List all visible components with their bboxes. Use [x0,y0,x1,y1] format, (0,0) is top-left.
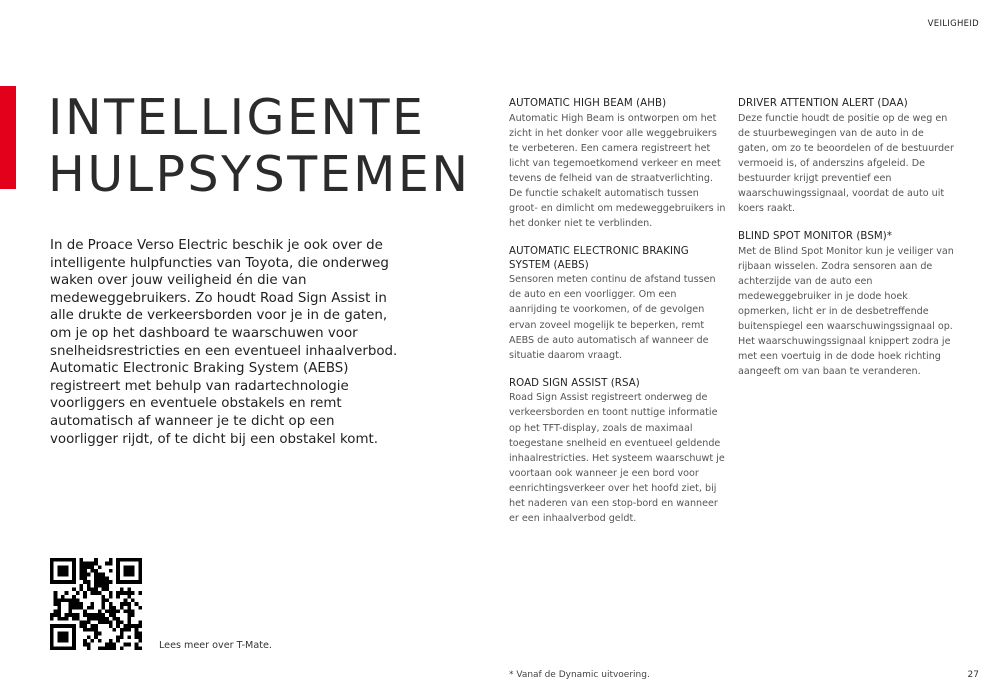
feature-daa [738,97,956,216]
qr-caption: Lees meer over T-Mate. [159,640,272,651]
section-label: VEILIGHEID [927,19,979,29]
feature-body: Met de Blind Spot Monitor kun je veiliger van rijbaan wisselen. Zodra sensoren aan de achterzijde van de auto een medeweggebruiker in je dode hoek opmerken, licht er in de desbetreffende buitenspiegel een waarschuwingssignaal op. Het waarschuwingssignaal knippert zodra je met een voertuig in de dode hoek richting aangeeft om van baan te veranderen. [738,245,954,378]
feature-heading: DRIVER ATTENTION ALERT (DAA) [738,98,908,109]
features-column-right [738,97,956,394]
feature-heading: AUTOMATIC HIGH BEAM (AHB) [509,98,667,109]
feature-heading: AUTOMATIC ELECTRONIC BRAKING SYSTEM (AEBS) [509,246,689,271]
feature-body: Sensoren meten continu de afstand tussen de auto en een voorligger. Om een aanrijding te voorkomen, of de gevolgen ervan zoveel mogelijk te beperken, remt AEBS de auto automatisch af wanneer de situatie daarom vraagt. [509,274,716,361]
feature-bsm [738,230,956,379]
page-number: 27 [967,670,979,680]
feature-ahb [509,97,727,231]
features-column-middle [509,97,727,540]
page-title [48,89,470,203]
feature-body: Road Sign Assist registreert onderweg de verkeersborden en toont nuttige informatie op het TFT-display, zoals de maximaal toegestane snelheid en eventueel geldende inhaalrestricties. Het systeem waarschuwt je voortaan ook wanneer je een bord voor eenrichtingsverkeer over het hoofd ziet, bij het naderen van een stop-bord en wanneer er een inhaalverbod geldt. [509,392,725,525]
feature-heading: ROAD SIGN ASSIST (RSA) [509,377,640,389]
feature-aebs [509,245,727,363]
page-title-line-1: INTELLIGENTE [48,89,426,146]
intro-paragraph: In de Proace Verso Electric beschik je ook over de intelligente hulpfuncties van Toyota, die onderweg waken over jouw veiligheid én die van medeweggebruikers. Zo houdt Road Sign Assist in alle drukte de verkeersborden voor je in de gaten, om je op het dashboard te waarschuwen voor snelheidsrestricties en een eventueel inhaalverbod. Automatic Electronic Braking System (AEBS) registreert met behulp van radartechnologie voorliggers en eventuele obstakels en remt automatisch af wanneer je te dicht op een voorligger rijdt, of te dicht bij een obstakel komt. [50,238,398,447]
qr-code-icon[interactable] [50,558,142,650]
page-title-line-2: HULPSYSTEMEN [48,146,471,203]
footnote: * Vanaf de Dynamic uitvoering. [509,670,650,680]
feature-body: Deze functie houdt de positie op de weg en de stuurbewegingen van de auto in de gaten, om zo te beoordelen of de bestuurder vermoeid is, of anderszins afgeleid. De bestuurder krijgt preventief een waarschuwingssignaal, voordat de auto uit koers raakt. [738,112,954,215]
feature-rsa [509,377,727,526]
accent-bar [0,86,16,189]
feature-heading: BLIND SPOT MONITOR (BSM)* [738,231,893,243]
feature-body: Automatic High Beam is ontworpen om het zicht in het donker voor alle weggebruikers te verbeteren. Een camera registreert het licht van tegemoetkomend verkeer en meet tevens de felheid van de straatverlichting. De functie schakelt automatisch tussen groot- en dimlicht om medeweggebruikers in het donker niet te verblinden. [509,112,726,230]
